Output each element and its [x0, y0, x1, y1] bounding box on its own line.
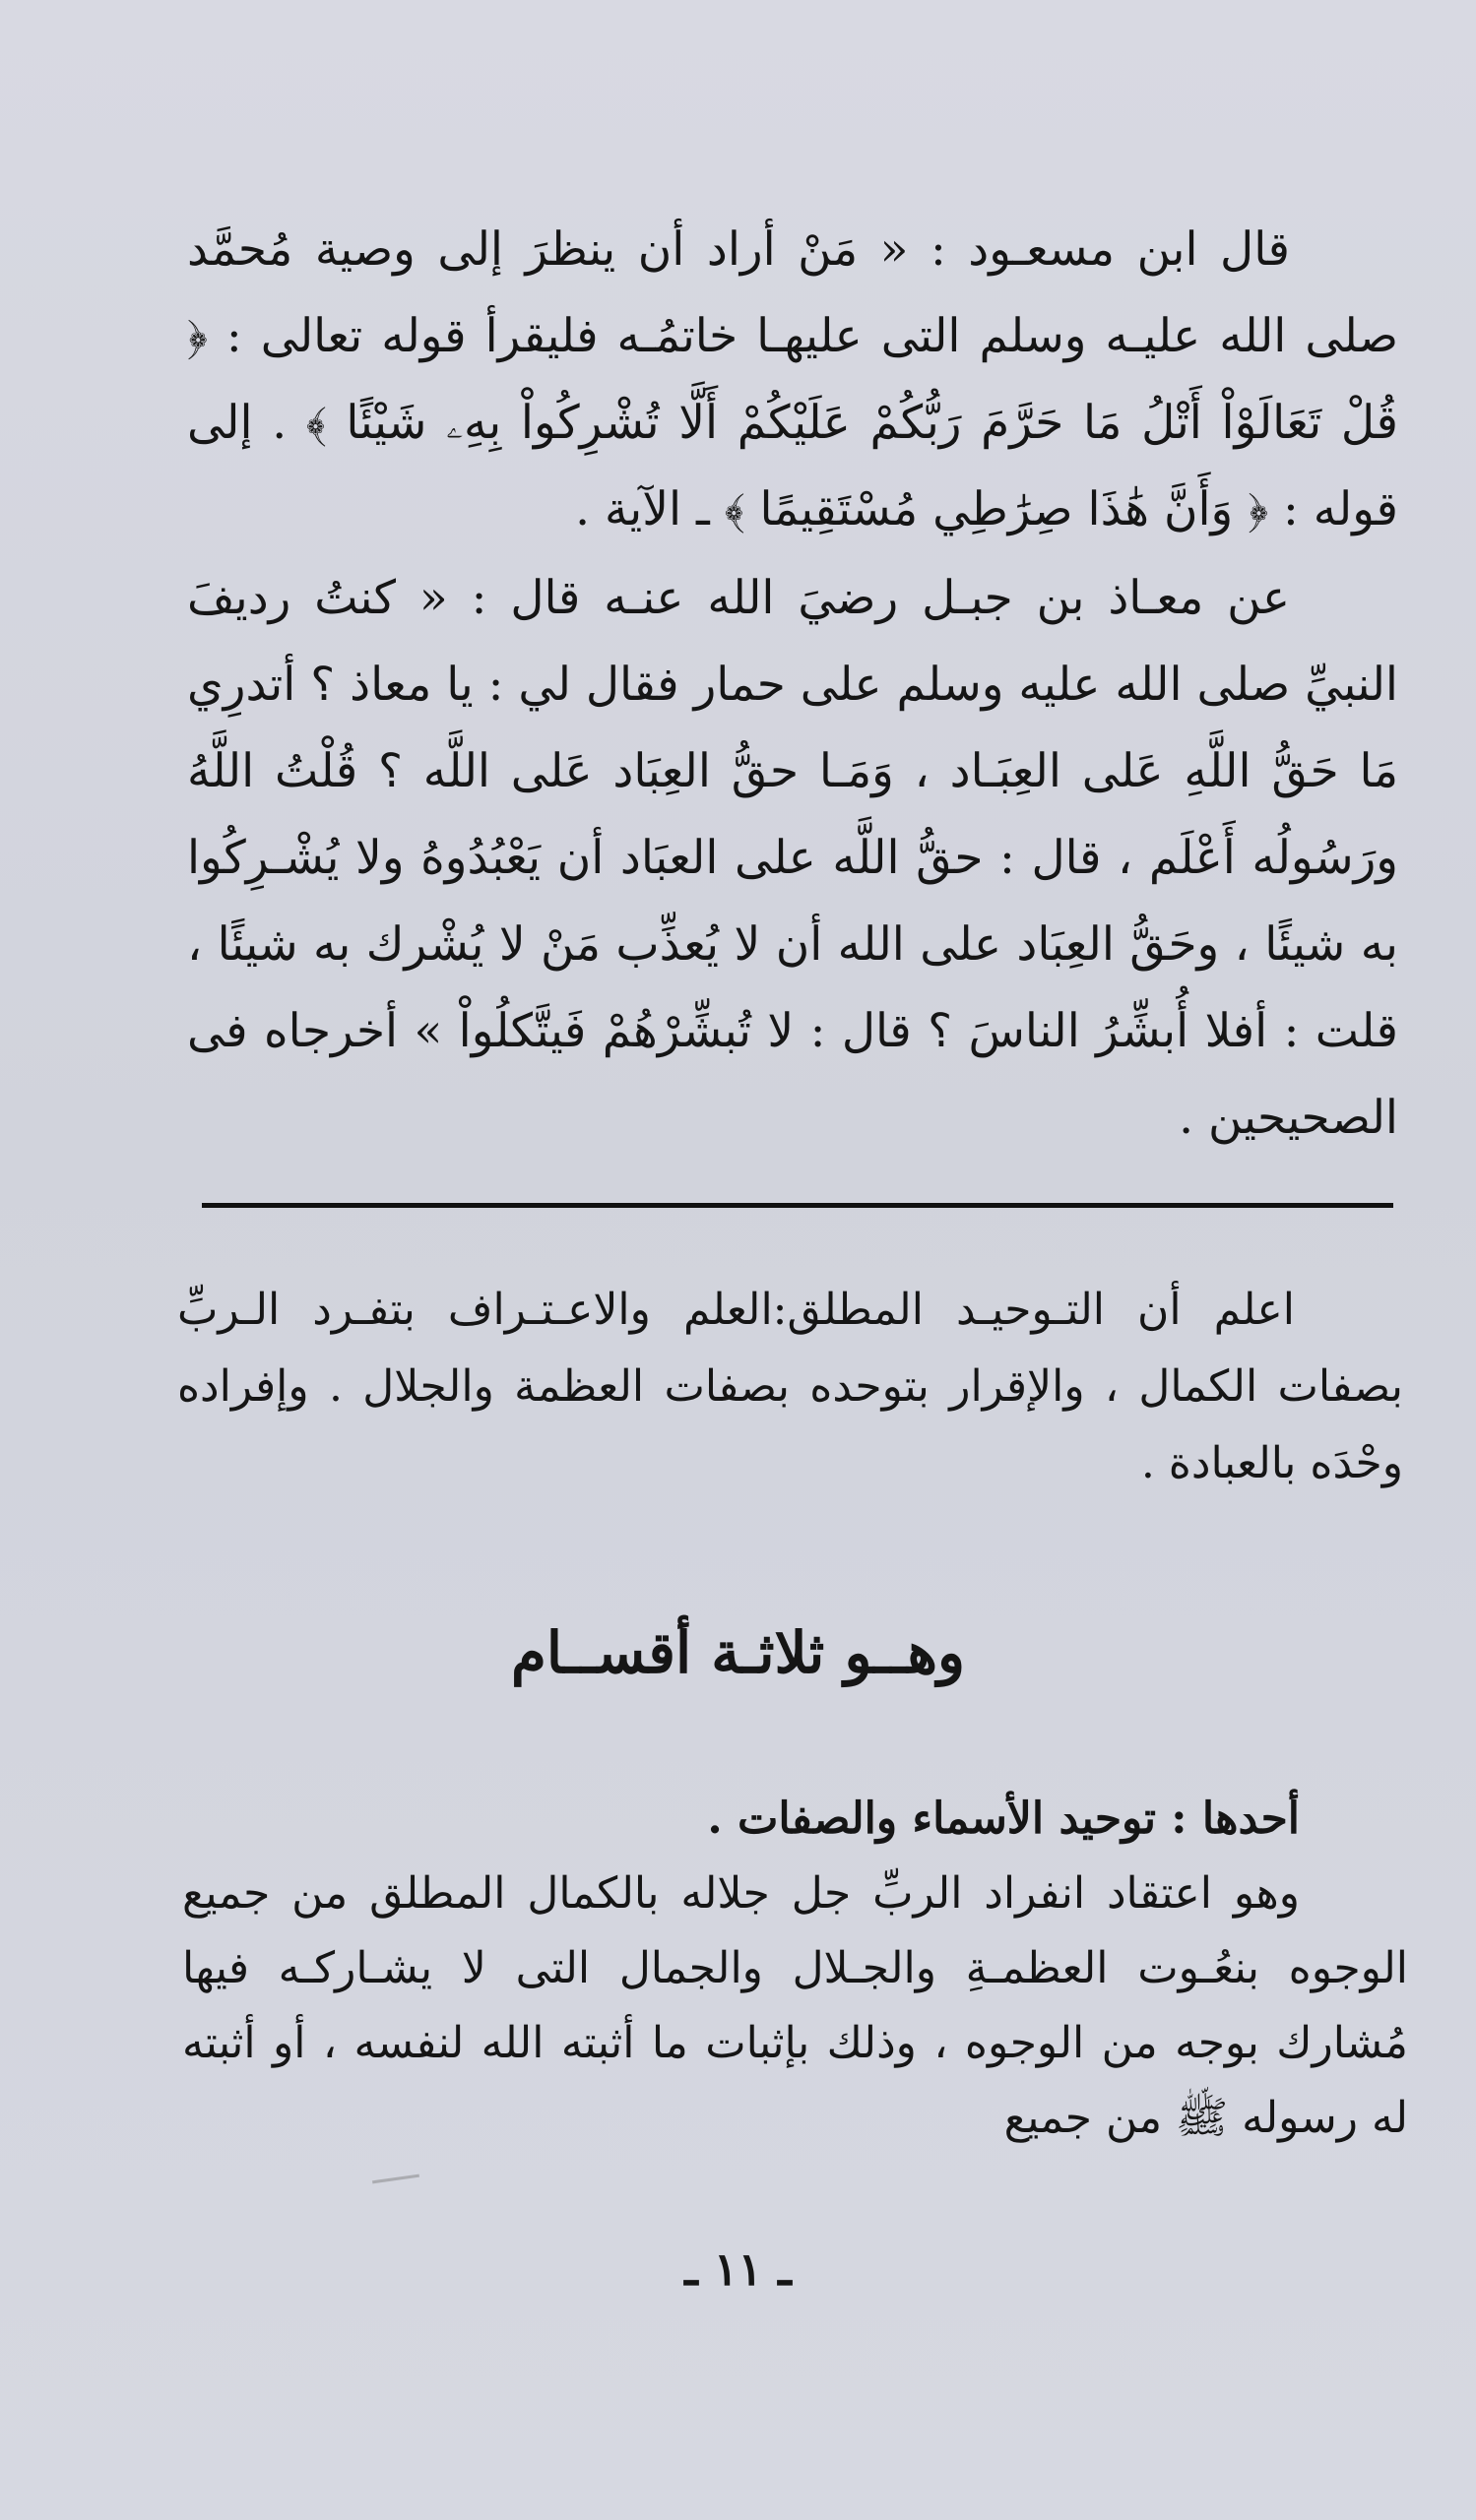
section-divider	[202, 1203, 1393, 1208]
first-category-description: وهو اعتقاد انفراد الربِّ جل جلاله بالكمال المطلق من جميع الوجوه بنعُـوت العظمـةِ والجـلال والجمال التى لا يشـاركـه فيها مُشارك بوجه من الوجوه ، وذلك بإثبات ما أثبته الله لنفسه ، أو أثبته له رسوله ﷺ من جميع	[182, 1868, 1408, 2143]
first-category-section	[182, 1782, 1408, 2156]
hadith-section	[187, 207, 1398, 1162]
page-number: ـ ١١ ـ	[684, 2242, 792, 2296]
section-heading: وهــو ثلاثـة أقســام	[510, 1619, 966, 1686]
definition-paragraph: اعلم أن التـوحيـد المطلق:العلم والاعـتـراف بتفـرد الـربِّ بصفات الكمال ، والإقرار بتوحده بصفات العظمة والجلال . وإفراده وحْدَه بالعبادة .	[177, 1285, 1403, 1488]
muadh-hadith-paragraph: عن معـاذ بن جبـل رضيَ الله عنـه قال : « كنتُ رديفَ النبيِّ صلى الله عليه وسلم على حمار فقال لي : يا معاذ ؟ أتدرِي مَا حَقُّ اللَّهِ عَلى العِبَـاد ، وَمَـا حقُّ العِبَاد عَلى اللَّه ؟ قُلْتُ اللَّهُ ورَسُولُه أَعْلَم ، قال : حقُّ اللَّه على العبَاد أن يَعْبُدُوهُ ولا يُشْـرِكُوا به شيئًا ، وحَقُّ العِبَاد على الله أن لا يُعذِّب مَنْ لا يُشْرك به شيئًا ، قلت : أفلا أُبشِّرُ الناسَ ؟ قال : لا تُبشِّرْهُمْ فَيتَّكلُواْ » أخرجاه فى الصحيحين .	[187, 571, 1398, 1145]
first-category-title: أحدها : توحيد الأسماء والصفات .	[707, 1794, 1300, 1844]
ibn-masud-paragraph: قال ابن مسعـود : « مَنْ أراد أن ينظرَ إلى وصية مُحمَّد صلى الله عليـه وسلم التى عليهـا خاتمُـه فليقرأ قوله تعالى : ﴿ قُلْ تَعَالَوْاْ أَتْلُ مَا حَرَّمَ رَبُّكُمْ عَلَيْكُمْ أَلَّا تُشْرِكُواْ بِهِۦ شَيْئًا ﴾ . إلى قوله : ﴿ وَأَنَّ هَٰذَا صِرَٰطِي مُسْتَقِيمًا ﴾ ـ الآية .	[187, 222, 1398, 536]
stray-pen-mark	[372, 2174, 419, 2184]
tawhid-definition	[177, 1272, 1403, 1502]
